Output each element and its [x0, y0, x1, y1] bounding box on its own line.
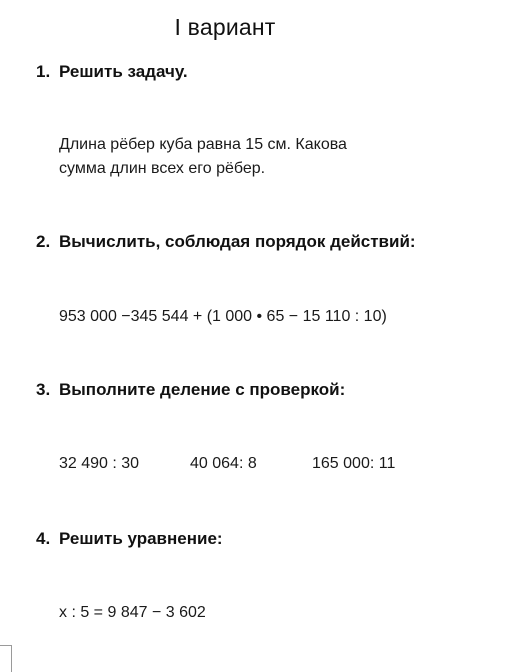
task-1-line-1: Длина рёбер куба равна 15 см. Какова: [59, 136, 347, 153]
variant-title: I вариант: [174, 14, 276, 40]
task-4-heading: [36, 529, 223, 549]
division-problem-1: 32 490 : 30: [59, 455, 140, 472]
task-3-heading: [36, 380, 345, 400]
division-problem-3: 165 000: 11: [312, 455, 396, 472]
division-problem-2: 40 064: 8: [190, 455, 257, 472]
task-2-number: 2.: [36, 232, 51, 251]
page-corner-mark: [0, 645, 12, 672]
task-2-title: Вычислить, соблюдая порядок действий:: [59, 232, 416, 251]
task-1-heading: [36, 62, 188, 82]
task-4-equation: x : 5 = 9 847 − 3 602: [59, 604, 206, 621]
task-1-line-2: сумма длин всех его рёбер.: [59, 160, 266, 177]
task-3-problems: [59, 455, 459, 479]
task-1-text: [59, 133, 347, 181]
task-3-number: 3.: [36, 380, 51, 399]
task-2-heading: [36, 232, 416, 252]
task-2-expression: 953 000 −345 544 + (1 000 • 65 − 15 110 : 10): [59, 308, 387, 325]
task-1-title: Решить задачу.: [59, 62, 188, 81]
task-1-number: 1.: [36, 62, 51, 81]
task-3-title: Выполните деление с проверкой:: [59, 380, 346, 399]
task-4-title: Решить уравнение:: [59, 529, 223, 548]
task-4-number: 4.: [36, 529, 51, 548]
